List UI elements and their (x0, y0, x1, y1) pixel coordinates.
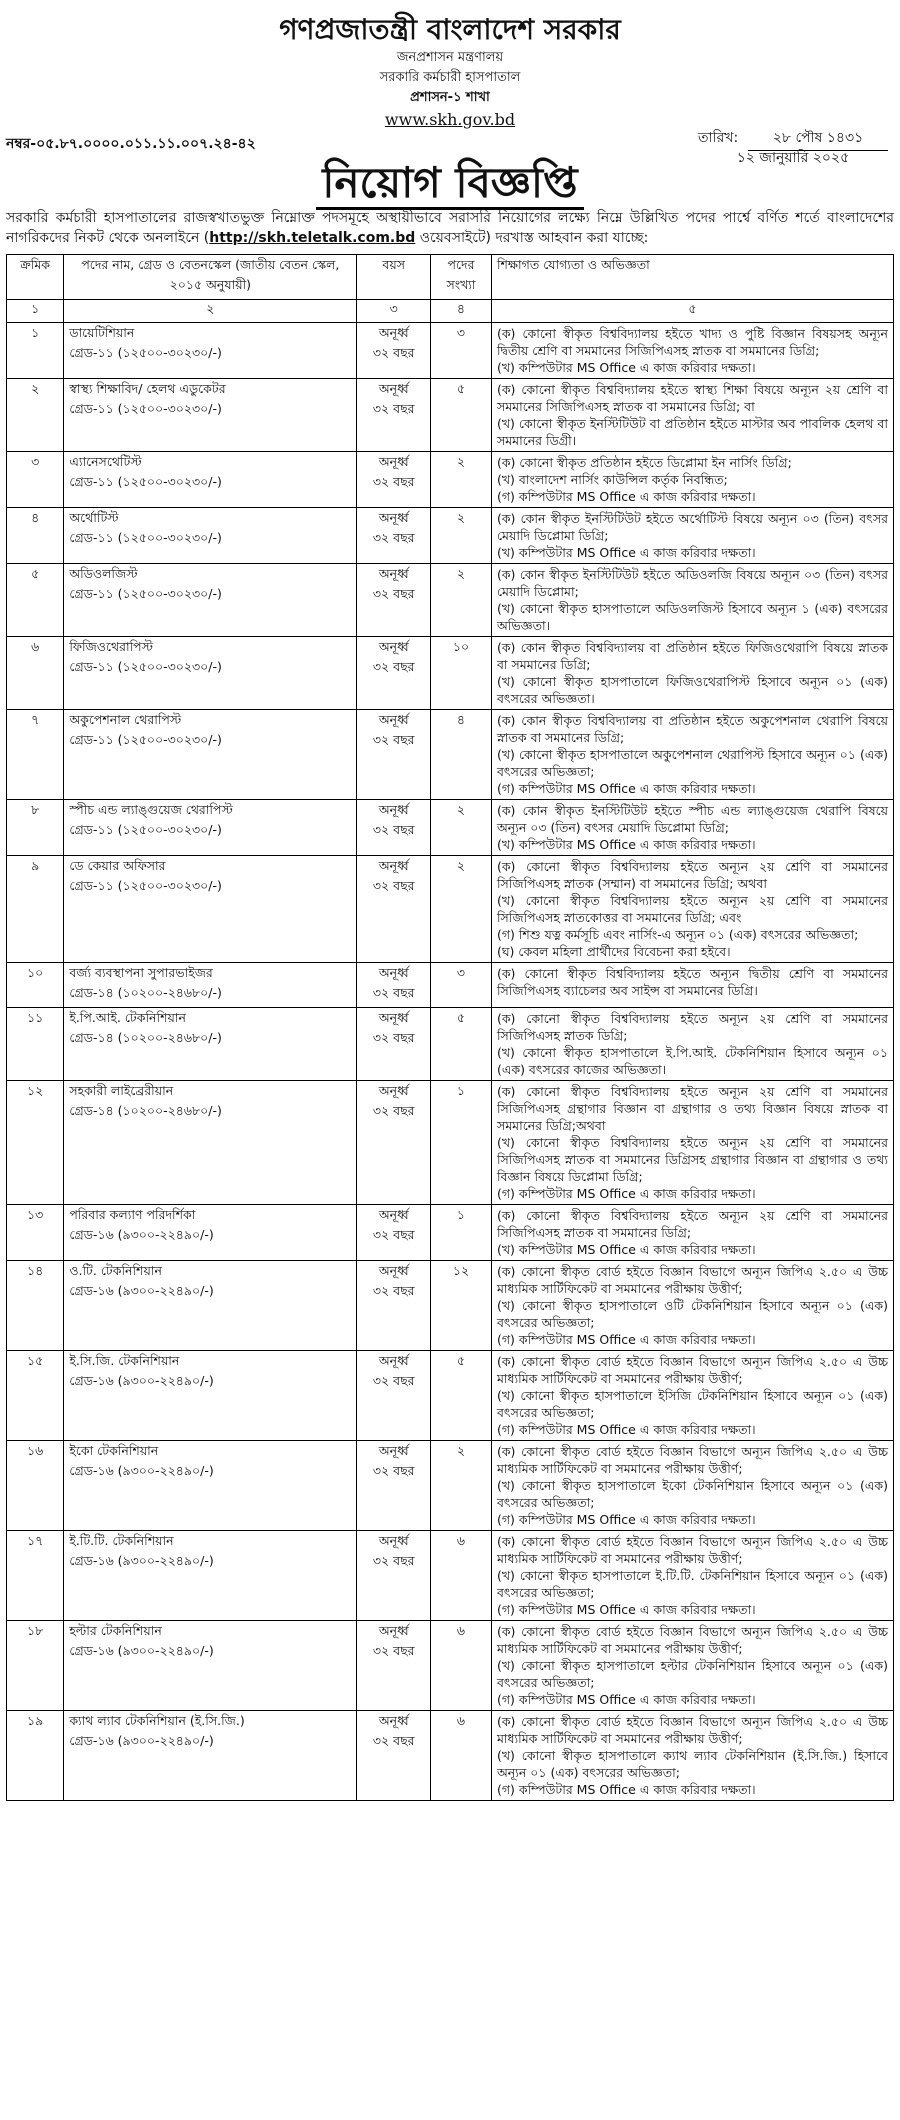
age-cell (357, 963, 431, 1008)
intro-text-after: ওয়েবসাইটে) দরখাস্ত আহবান করা যাচ্ছে: (415, 230, 649, 246)
age-cell (357, 710, 431, 800)
qualification-line: (খ) কোনো স্বীকৃত বিশ্ববিদ্যালয় হইতে অন্যূন ২য় শ্রেণি বা সমমানের সিজিপিএসহ স্নাতক বা সমমানের ডিগ্রিসহ গ্রন্থাগার বিজ্ঞান বা গ্রন্থাগার ও তথ্য বিজ্ঞান বিষয়ে ডিপ্লোমা ডিগ্রি; (496, 1135, 888, 1184)
age-cell (357, 1531, 431, 1621)
post-name: ও.টি. টেকনিশিয়ান (69, 1263, 162, 1278)
age-limit: অনূর্ধ্ব (378, 1353, 409, 1368)
serial-cell: ১৭ (7, 1531, 64, 1621)
col-number: ২ (64, 300, 357, 323)
post-cell (64, 1531, 357, 1621)
post-grade: গ্রেড-১১ (১২৫০০-৩০২৩০/-) (69, 822, 222, 837)
table-row (7, 452, 894, 508)
age-years: ৩২ বছর (372, 586, 415, 601)
qualification-line: (খ) কোনো স্বীকৃত হাসপাতালে ই.পি.আই. টেকনিশিয়ান হিসাবে অন্যূন ০১ (এক) বৎসরের কাজের অভিজ্ঞতা। (496, 1045, 888, 1077)
age-limit: অনূর্ধ্ব (378, 1207, 409, 1222)
post-name: সহকারী লাইব্রেরীয়ান (69, 1083, 174, 1098)
age-limit: অনূর্ধ্ব (378, 858, 409, 873)
age-limit: অনূর্ধ্ব (378, 1263, 409, 1278)
post-name: স্বাস্থ্য শিক্ষাবিদ/ হেলথ এডুকেটর (69, 381, 226, 396)
qualification-cell (491, 1081, 893, 1205)
post-grade: গ্রেড-১৪ (১০২০০-২৪৬৮০/-) (69, 1030, 222, 1045)
table-row (7, 564, 894, 637)
post-cell (64, 1008, 357, 1081)
serial-cell: ৮ (7, 800, 64, 856)
age-years: ৩২ বছর (372, 1373, 415, 1388)
age-limit: অনূর্ধ্ব (378, 965, 409, 980)
post-grade: গ্রেড-১৪ (১০২০০-২৪৬৮০/-) (69, 1103, 222, 1118)
age-years: ৩২ বছর (372, 1463, 415, 1478)
age-years: ৩২ বছর (372, 822, 415, 837)
serial-cell: ১২ (7, 1081, 64, 1205)
serial-cell: ১৯ (7, 1711, 64, 1801)
age-years: ৩২ বছর (372, 985, 415, 1000)
qualification-line: (খ) বাংলাদেশ নার্সিং কাউন্সিল কর্তৃক নিবন্ধিত; (496, 472, 728, 487)
website-link[interactable]: www.skh.gov.bd (384, 110, 516, 129)
age-cell (357, 1441, 431, 1531)
table-row (7, 1008, 894, 1081)
qualification-line: (খ) কোনো স্বীকৃত হাসপাতালে ইসিজি টেকনিশিয়ান হিসাবে অন্যূন ০১ (এক) বৎসরের অভিজ্ঞতা; (496, 1388, 888, 1420)
post-grade: গ্রেড-১১ (১২৫০০-৩০২৩০/-) (69, 345, 222, 360)
qualification-line: (ক) কোন স্বীকৃত বিশ্ববিদ্যালয় বা প্রতিষ্ঠান হইতে ফিজিওথেরাপি বিষয়ে স্নাতক বা সমমানের ডিগ্রি; (496, 640, 888, 672)
qualification-line: (ক) কোনো স্বীকৃত বোর্ড হইতে বিজ্ঞান বিভাগে অন্যূন জিপিএ ২.৫০ এ উচ্চ মাধ্যমিক সার্টিফিকেট বা সমমানের পরীক্ষায় উত্তীর্ণ; (496, 1714, 888, 1746)
post-name: অডিওলজিস্ট (69, 566, 138, 581)
col-number: ৫ (491, 300, 893, 323)
qualification-line: (গ) কম্পিউটার MS Office এ কাজ করিবার দক্ষতা। (496, 1692, 756, 1707)
qualification-cell (491, 800, 893, 856)
qualification-cell (491, 637, 893, 710)
post-name: হল্টার টেকনিশিয়ান (69, 1623, 162, 1638)
branch-name: প্রশাসন-১ শাখা (410, 90, 490, 105)
age-limit: অনূর্ধ্ব (378, 1623, 409, 1638)
age-cell (357, 379, 431, 452)
age-years: ৩২ বছর (372, 1553, 415, 1568)
table-row (7, 379, 894, 452)
count-cell: ৫ (431, 1351, 492, 1441)
col-number: ৪ (431, 300, 492, 323)
post-grade: গ্রেড-১১ (১২৫০০-৩০২৩০/-) (69, 530, 222, 545)
post-cell (64, 564, 357, 637)
age-cell (357, 856, 431, 963)
qualification-line: (ক) কোনো স্বীকৃত বোর্ড হইতে বিজ্ঞান বিভাগে অন্যূন জিপিএ ২.৫০ এ উচ্চ মাধ্যমিক সার্টিফিকেট বা সমমানের পরীক্ষায় উত্তীর্ণ; (496, 1534, 888, 1566)
post-name: ইকো টেকনিশিয়ান (69, 1443, 159, 1458)
serial-cell: ৫ (7, 564, 64, 637)
post-grade: গ্রেড-১১ (১২৫০০-৩০২৩০/-) (69, 732, 222, 747)
qualification-line: (গ) কম্পিউটার MS Office এ কাজ করিবার দক্ষতা। (496, 1602, 756, 1617)
age-limit: অনূর্ধ্ব (378, 712, 409, 727)
qualification-line: (খ) কম্পিউটার MS Office এ কাজ করিবার দক্ষতা। (496, 1242, 756, 1257)
table-row (7, 1531, 894, 1621)
age-limit: অনূর্ধ্ব (378, 1443, 409, 1458)
col-number: ১ (7, 300, 64, 323)
header-serial: ক্রমিক (7, 255, 64, 300)
post-cell (64, 710, 357, 800)
age-years: ৩২ বছর (372, 659, 415, 674)
qualification-line: (গ) কম্পিউটার MS Office এ কাজ করিবার দক্ষতা। (496, 1512, 756, 1527)
post-cell (64, 1441, 357, 1531)
notice-title-text: নিয়োগ বিজ্ঞপ্তি (316, 158, 583, 210)
post-cell (64, 508, 357, 564)
count-cell: ৬ (431, 1531, 492, 1621)
qualification-cell (491, 508, 893, 564)
count-cell: ৫ (431, 379, 492, 452)
qualification-line: (ক) কোনো স্বীকৃত বোর্ড হইতে বিজ্ঞান বিভাগে অন্যূন জিপিএ ২.৫০ এ উচ্চ মাধ্যমিক সার্টিফিকেট বা সমমানের পরীক্ষায় উত্তীর্ণ; (496, 1624, 888, 1656)
table-header-row (7, 255, 894, 300)
qualification-line: (ক) কোন স্বীকৃত ইনস্টিটিউট হইতে অর্থোটিস্ট বিষয়ে অন্যূন ০৩ (তিন) বৎসর মেয়াদি ডিপ্লোমা ডিগ্রি; (496, 511, 888, 543)
post-grade: গ্রেড-১৬ (৯৩০০-২২৪৯০/-) (69, 1227, 214, 1242)
qualification-cell (491, 379, 893, 452)
qualification-line: (খ) কোনো স্বীকৃত হাসপাতালে ই.টি.টি. টেকনিশিয়ান হিসাবে অন্যূন ০১ (এক) বৎসরের অভিজ্ঞতা; (496, 1568, 888, 1600)
count-cell: ১০ (431, 637, 492, 710)
memo-number: নম্বর-০৫.৮৭.০০০০.০১১.১১.০০৭.২৪-৪২ (6, 136, 256, 152)
qualification-cell (491, 323, 893, 379)
age-cell (357, 1008, 431, 1081)
post-grade: গ্রেড-১১ (১২৫০০-৩০২৩০/-) (69, 586, 222, 601)
serial-cell: ৩ (7, 452, 64, 508)
age-limit: অনূর্ধ্ব (378, 381, 409, 396)
post-grade: গ্রেড-১১ (১২৫০০-৩০২৩০/-) (69, 659, 222, 674)
table-row (7, 508, 894, 564)
count-cell: ২ (431, 508, 492, 564)
qualification-cell (491, 1531, 893, 1621)
qualification-line: (ক) কোনো স্বীকৃত বিশ্ববিদ্যালয় হইতে অন্যূন ২য় শ্রেণি বা সমমানের সিজিপিএসহ স্নাতক বা সমমানের ডিগ্রি; (496, 1208, 888, 1240)
count-cell: ১ (431, 1205, 492, 1261)
col-number: ৩ (357, 300, 431, 323)
qualification-line: (ক) কোনো স্বীকৃত বোর্ড হইতে বিজ্ঞান বিভাগে অন্যূন জিপিএ ২.৫০ এ উচ্চ মাধ্যমিক সার্টিফিকেট বা সমমানের পরীক্ষায় উত্তীর্ণ; (496, 1264, 888, 1296)
qualification-line: (খ) কোনো স্বীকৃত হাসপাতালে অডিওলজিস্ট হিসাবে অন্যূন ১ (এক) বৎসরের অভিজ্ঞতা। (496, 601, 888, 633)
serial-cell: ১৪ (7, 1261, 64, 1351)
vacancy-table (6, 254, 894, 1801)
age-cell (357, 637, 431, 710)
age-limit: অনূর্ধ্ব (378, 1010, 409, 1025)
qualification-cell (491, 1008, 893, 1081)
date-bengali: ২৮ পৌষ ১৪৩১ (748, 126, 888, 151)
table-row (7, 637, 894, 710)
serial-cell: ৬ (7, 637, 64, 710)
qualification-line: (খ) কোনো স্বীকৃত ইনস্টিটিউট বা প্রতিষ্ঠান হইতে মাস্টার অব পাবলিক হেলথ বা সমমানের ডিগ্রী। (496, 416, 888, 448)
serial-cell: ১৬ (7, 1441, 64, 1531)
column-number-row (7, 300, 894, 323)
hospital-name: সরকারি কর্মচারী হাসপাতাল (379, 70, 521, 85)
intro-paragraph (6, 208, 894, 248)
post-grade: গ্রেড-১৬ (৯৩০০-২২৪৯০/-) (69, 1283, 214, 1298)
serial-cell: ১৩ (7, 1205, 64, 1261)
date-english: ১২ জানুয়ারি ২০২৫ (736, 150, 850, 166)
qualification-line: (খ) কম্পিউটার MS Office এ কাজ করিবার দক্ষতা। (496, 545, 756, 560)
qualification-line: (ক) কোনো স্বীকৃত বিশ্ববিদ্যালয় হইতে অন্যূন ২য় শ্রেণি বা সমমানের সিজিপিএসহ স্নাতক (সম্মান) বা সমমানের ডিগ্রি; অথবা (496, 859, 888, 891)
age-cell (357, 1351, 431, 1441)
post-grade: গ্রেড-১১ (১২৫০০-৩০২৩০/-) (69, 474, 222, 489)
post-grade: গ্রেড-১৬ (৯৩০০-২২৪৯০/-) (69, 1733, 214, 1748)
age-years: ৩২ বছর (372, 530, 415, 545)
qualification-cell (491, 452, 893, 508)
post-cell (64, 1711, 357, 1801)
serial-cell: ১ (7, 323, 64, 379)
qualification-cell (491, 1205, 893, 1261)
count-cell: ৩ (431, 323, 492, 379)
qualification-line: (খ) কম্পিউটার MS Office এ কাজ করিবার দক্ষতা। (496, 360, 756, 375)
header-post: পদের নাম, গ্রেড ও বেতনস্কেল (জাতীয় বেতন স্কেল, ২০১৫ অনুযায়ী) (64, 255, 357, 300)
serial-cell: ১১ (7, 1008, 64, 1081)
post-cell (64, 1081, 357, 1205)
post-cell (64, 1261, 357, 1351)
qualification-line: (ক) কোনো স্বীকৃত প্রতিষ্ঠান হইতে ডিপ্লোমা ইন নার্সিং ডিগ্রি; (496, 455, 792, 470)
age-years: ৩২ বছর (372, 732, 415, 747)
serial-cell: ৪ (7, 508, 64, 564)
age-years: ৩২ বছর (372, 1227, 415, 1242)
qualification-line: (ক) কোন স্বীকৃত ইনস্টিটিউট হইতে স্পীচ এন্ড ল্যাঙ্গুয়েজ থেরাপি বিষয়ে অন্যূন ০৩ (তিন) বৎসর মেয়াদি ডিপ্লোমা ডিগ্রি; (496, 803, 888, 835)
post-grade: গ্রেড-১৬ (৯৩০০-২২৪৯০/-) (69, 1463, 214, 1478)
qualification-line: (খ) কোনো স্বীকৃত হাসপাতালে ফিজিওথেরাপিস্ট হিসাবে অন্যূন ০১ (এক) বৎসরের অভিজ্ঞতা। (496, 674, 888, 706)
count-cell: ৩ (431, 963, 492, 1008)
post-name: অকুপেশনাল থেরাপিস্ট (69, 712, 182, 727)
age-cell (357, 1621, 431, 1711)
table-row (7, 1351, 894, 1441)
count-cell: ৪ (431, 710, 492, 800)
serial-cell: ২ (7, 379, 64, 452)
table-row (7, 323, 894, 379)
table-row (7, 1261, 894, 1351)
post-cell (64, 1621, 357, 1711)
post-name: ই.পি.আই. টেকনিশিয়ান (69, 1010, 186, 1025)
qualification-line: (খ) কোনো স্বীকৃত হাসপাতালে হল্টার টেকনিশিয়ান হিসাবে অন্যূন ০১ (এক) বৎসরের অভিজ্ঞতা; (496, 1658, 888, 1690)
qualification-cell (491, 564, 893, 637)
post-cell (64, 379, 357, 452)
qualification-line: (খ) কোনো স্বীকৃত হাসপাতালে ওটি টেকনিশিয়ান হিসাবে অন্যূন ০১ (এক) বৎসরের অভিজ্ঞতা; (496, 1298, 888, 1330)
age-years: ৩২ বছর (372, 474, 415, 489)
serial-cell: ১৫ (7, 1351, 64, 1441)
post-name: ই.টি.টি. টেকনিশিয়ান (69, 1533, 174, 1548)
table-row (7, 800, 894, 856)
qualification-cell (491, 1621, 893, 1711)
qualification-line: (ক) কোনো স্বীকৃত বিশ্ববিদ্যালয় হইতে খাদ্য ও পুষ্টি বিজ্ঞান বিষয়সহ অন্যূন দ্বিতীয় শ্রেণি বা সমমানের সিজিপিএসহ স্নাতক বা সমমানের ডিগ্রি; (496, 326, 888, 358)
qualification-line: (গ) কম্পিউটার MS Office এ কাজ করিবার দক্ষতা। (496, 1422, 756, 1437)
post-name: ই.সি.জি. টেকনিশিয়ান (69, 1353, 180, 1368)
age-limit: অনূর্ধ্ব (378, 802, 409, 817)
qualification-line: (খ) কোনো স্বীকৃত হাসপাতালে অকুপেশনাল থেরাপিস্ট হিসাবে অন্যূন ০১ (এক) বৎসরের অভিজ্ঞতা; (496, 747, 888, 779)
qualification-line: (খ) কোনো স্বীকৃত বিশ্ববিদ্যালয় হইতে অন্যূন ২য় শ্রেণি বা সমমানের সিজিপিএসহ স্নাতকোত্তর বা সমমানের ডিগ্রি; এবং (496, 893, 888, 925)
header-count: পদের সংখ্যা (431, 255, 492, 300)
qualification-line: (গ) কম্পিউটার MS Office এ কাজ করিবার দক্ষতা। (496, 1782, 756, 1797)
post-name: পরিবার কল্যাণ পরিদর্শিকা (69, 1207, 196, 1222)
count-cell: ২ (431, 856, 492, 963)
age-cell (357, 508, 431, 564)
post-grade: গ্রেড-১৬ (৯৩০০-২২৪৯০/-) (69, 1643, 214, 1658)
age-years: ৩২ বছর (372, 1283, 415, 1298)
vacancy-rows (7, 323, 894, 1801)
government-heading: গণপ্রজাতন্ত্রী বাংলাদেশ সরকার (279, 13, 621, 46)
age-cell (357, 452, 431, 508)
age-years: ৩২ বছর (372, 1733, 415, 1748)
count-cell: ২ (431, 1441, 492, 1531)
age-limit: অনূর্ধ্ব (378, 325, 409, 340)
age-years: ৩২ বছর (372, 401, 415, 416)
ministry-name: জনপ্রশাসন মন্ত্রণালয় (396, 50, 504, 65)
age-limit: অনূর্ধ্ব (378, 1083, 409, 1098)
count-cell: ৬ (431, 1621, 492, 1711)
count-cell: ২ (431, 800, 492, 856)
qualification-line: (ক) কোন স্বীকৃত বিশ্ববিদ্যালয় বা প্রতিষ্ঠান হইতে অকুপেশনাল থেরাপি বিষয়ে স্নাতক বা সমমানের ডিগ্রি; (496, 713, 888, 745)
post-grade: গ্রেড-১৪ (১০২০০-২৪৬৮০/-) (69, 985, 222, 1000)
age-years: ৩২ বছর (372, 1103, 415, 1118)
age-years: ৩২ বছর (372, 1643, 415, 1658)
count-cell: ৬ (431, 1711, 492, 1801)
count-cell: ৫ (431, 1008, 492, 1081)
qualification-line: (ক) কোনো স্বীকৃত বিশ্ববিদ্যালয় হইতে অন্যূন ২য় শ্রেণি বা সমমানের সিজিপিএসহ গ্রন্থাগার বিজ্ঞান বা গ্রন্থাগার ও তথ্য বিজ্ঞান বিষয়ে স্নাতক বা সমমানের ডিগ্রি;অথবা (496, 1084, 888, 1133)
qualification-cell (491, 963, 893, 1008)
qualification-line: (খ) কোনো স্বীকৃত হাসপাতালে ইকো টেকনিশিয়ান হিসাবে অন্যূন ০১ (এক) বৎসরের অভিজ্ঞতা; (496, 1478, 888, 1510)
post-name: ফিজিওথেরাপিস্ট (69, 639, 154, 654)
age-limit: অনূর্ধ্ব (378, 566, 409, 581)
table-row (7, 1711, 894, 1801)
table-row (7, 856, 894, 963)
age-limit: অনূর্ধ্ব (378, 510, 409, 525)
qualification-line: (ক) কোনো স্বীকৃত বোর্ড হইতে বিজ্ঞান বিভাগে অন্যূন জিপিএ ২.৫০ এ উচ্চ মাধ্যমিক সার্টিফিকেট বা সমমানের পরীক্ষায় উত্তীর্ণ; (496, 1444, 888, 1476)
post-name: বর্জ্য ব্যবস্থাপনা সুপারভাইজর (69, 965, 213, 980)
age-limit: অনূর্ধ্ব (378, 454, 409, 469)
post-name: ডে কেয়ার অফিসার (69, 858, 166, 873)
post-name: অর্থোটিস্ট (69, 510, 119, 525)
qualification-line: (গ) কম্পিউটার MS Office এ কাজ করিবার দক্ষতা। (496, 1332, 756, 1347)
header-age: বয়স (357, 255, 431, 300)
qualification-cell (491, 1261, 893, 1351)
count-cell: ১২ (431, 1261, 492, 1351)
qualification-line: (গ) কম্পিউটার MS Office এ কাজ করিবার দক্ষতা। (496, 1186, 756, 1201)
age-cell (357, 323, 431, 379)
qualification-line: (ক) কোনো স্বীকৃত বিশ্ববিদ্যালয় হইতে স্বাস্থ্য শিক্ষা বিষয়ে অন্যূন ২য় শ্রেণি বা সমমানের সিজিপিএসহ স্নাতক বা সমমানের ডিগ্রি; বা (496, 382, 888, 414)
date-label: তারিখ: (698, 130, 739, 146)
count-cell: ১ (431, 1081, 492, 1205)
qualification-cell (491, 856, 893, 963)
age-cell (357, 1205, 431, 1261)
table-row (7, 963, 894, 1008)
qualification-cell (491, 1351, 893, 1441)
table-row (7, 1205, 894, 1261)
table-row (7, 710, 894, 800)
post-grade: গ্রেড-১৬ (৯৩০০-২২৪৯০/-) (69, 1553, 214, 1568)
serial-cell: ৯ (7, 856, 64, 963)
qualification-line: (খ) কোনো স্বীকৃত হাসপাতালে ক্যাথ ল্যাব টেকনিশিয়ান (ই.সি.জি.) হিসাবে অন্যূন ০১ (এক) বৎসরের অভিজ্ঞতা; (496, 1748, 888, 1780)
count-cell: ২ (431, 452, 492, 508)
post-grade: গ্রেড-১১ (১২৫০০-৩০২৩০/-) (69, 401, 222, 416)
age-years: ৩২ বছর (372, 345, 415, 360)
post-name: ডায়েটিশিয়ান (69, 325, 135, 340)
qualification-cell (491, 710, 893, 800)
post-cell (64, 637, 357, 710)
qualification-line: (গ) কম্পিউটার MS Office এ কাজ করিবার দক্ষতা। (496, 489, 756, 504)
qualification-line: (ক) কোনো স্বীকৃত বিশ্ববিদ্যালয় হইতে অন্যূন দ্বিতীয় শ্রেণি বা সমমানের সিজিপিএসহ ব্যাচেলর অব সাইন্স বা সমমানের ডিগ্রি। (496, 966, 888, 998)
qualification-cell (491, 1441, 893, 1531)
application-url-link[interactable]: http://skh.teletalk.com.bd (209, 230, 416, 246)
intro-text-before: সরকারি কর্মচারী হাসপাতালের রাজস্বখাতভুক্ত নিম্নোক্ত পদসমূহে অস্থায়ীভাবে সরাসরি নিয়োগের লক্ষ্যে নিম্নে উল্লিখিত পদের পার্শ্বে বর্ণিত শর্তে বাংলাদেশের নাগরিকদের নিকট থেকে অনলাইনে ( (6, 210, 894, 246)
serial-cell: ১৮ (7, 1621, 64, 1711)
post-cell (64, 856, 357, 963)
serial-cell: ১০ (7, 963, 64, 1008)
age-cell (357, 800, 431, 856)
post-cell (64, 800, 357, 856)
age-cell (357, 1711, 431, 1801)
age-limit: অনূর্ধ্ব (378, 1533, 409, 1548)
age-cell (357, 1081, 431, 1205)
count-cell: ২ (431, 564, 492, 637)
age-cell (357, 564, 431, 637)
qualification-line: (ক) কোনো স্বীকৃত বোর্ড হইতে বিজ্ঞান বিভাগে অন্যূন জিপিএ ২.৫০ এ উচ্চ মাধ্যমিক সার্টিফিকেট বা সমমানের পরীক্ষায় উত্তীর্ণ; (496, 1354, 888, 1386)
post-cell (64, 1351, 357, 1441)
age-cell (357, 1261, 431, 1351)
qualification-cell (491, 1711, 893, 1801)
qualification-line: (ঘ) কেবল মহিলা প্রার্থীদের বিবেচনা করা হইবে। (496, 944, 731, 959)
table-row (7, 1081, 894, 1205)
qualification-line: (গ) শিশু যত্ন কর্মসূচি এবং নার্সিং-এ অন্যূন ০১ (এক) বৎসরের অভিজ্ঞতা; (496, 927, 859, 942)
qualification-line: (ক) কোন স্বীকৃত ইনস্টিটিউট হইতে অডিওলজি বিষয়ে অন্যূন ০৩ (তিন) বৎসর মেয়াদি ডিপ্লোমা; (496, 567, 888, 599)
post-cell (64, 323, 357, 379)
post-grade: গ্রেড-১৬ (৯৩০০-২২৪৯০/-) (69, 1373, 214, 1388)
post-grade: গ্রেড-১১ (১২৫০০-৩০২৩০/-) (69, 878, 222, 893)
age-limit: অনূর্ধ্ব (378, 1713, 409, 1728)
age-years: ৩২ বছর (372, 1030, 415, 1045)
header-qualification: শিক্ষাগত যোগ্যতা ও অভিজ্ঞতা (491, 255, 893, 300)
post-name: স্পীচ এন্ড ল্যাঙ্গুয়েজ থেরাপিস্ট (69, 802, 233, 817)
table-row (7, 1441, 894, 1531)
post-name: এ্যানেসথেটিস্ট (69, 454, 142, 469)
age-years: ৩২ বছর (372, 878, 415, 893)
qualification-line: (ক) কোনো স্বীকৃত বিশ্ববিদ্যালয় হইতে অন্যূন ২য় শ্রেণি বা সমমানের সিজিপিএসহ স্নাতক ডিগ্রি; (496, 1011, 888, 1043)
qualification-line: (খ) কম্পিউটার MS Office এ কাজ করিবার দক্ষতা। (496, 837, 756, 852)
post-name: ক্যাথ ল্যাব টেকনিশিয়ান (ই.সি.জি.) (69, 1713, 245, 1728)
qualification-line: (গ) কম্পিউটার MS Office এ কাজ করিবার দক্ষতা। (496, 781, 756, 796)
age-limit: অনূর্ধ্ব (378, 639, 409, 654)
post-cell (64, 452, 357, 508)
post-cell (64, 1205, 357, 1261)
post-cell (64, 963, 357, 1008)
serial-cell: ৭ (7, 710, 64, 800)
table-row (7, 1621, 894, 1711)
